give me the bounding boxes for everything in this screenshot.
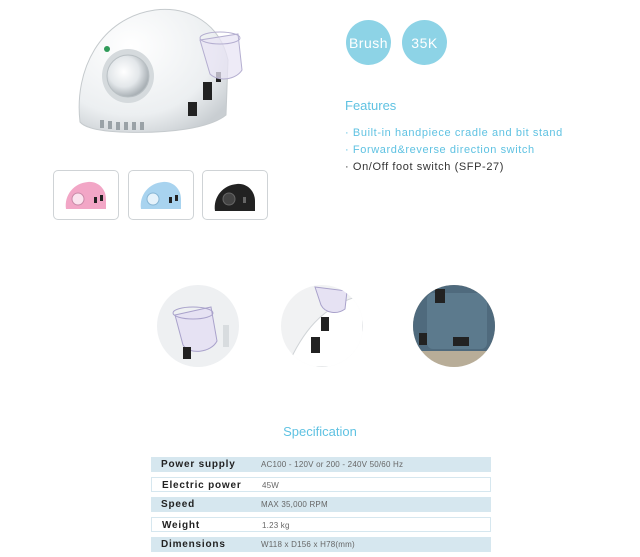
spec-value: W118 x D156 x H78(mm) — [261, 540, 355, 549]
spec-value: AC100 - 120V or 200 - 240V 50/60 Hz — [261, 460, 404, 469]
spec-row-weight — [151, 517, 491, 532]
spec-label: Power supply — [161, 459, 236, 470]
spec-label: Dimensions — [161, 539, 226, 550]
spec-value: 1.23 kg — [262, 521, 290, 530]
product-image — [60, 0, 260, 150]
features-title: Features — [345, 98, 397, 113]
thumbnail-pink[interactable] — [53, 170, 119, 220]
feature-item-direction: · Forward&reverse direction switch — [345, 144, 535, 156]
thumbnail-black[interactable] — [202, 170, 268, 220]
spec-label: Speed — [161, 499, 196, 510]
thumbnail-blue[interactable] — [128, 170, 194, 220]
spec-row-power-supply — [151, 457, 491, 472]
detail-back-panel-image — [413, 285, 495, 367]
feature-item-foot-switch: · On/Off foot switch (SFP-27) — [345, 161, 505, 173]
detail-cradle-image — [157, 285, 239, 367]
spec-row-electric-power — [151, 477, 491, 492]
spec-value: 45W — [262, 481, 280, 490]
spec-row-dimensions — [151, 537, 491, 552]
detail-switch-image — [281, 285, 363, 367]
specification-title: Specification — [283, 424, 357, 439]
spec-value: MAX 35,000 RPM — [261, 500, 328, 509]
spec-label: Weight — [162, 520, 200, 531]
spec-row-speed — [151, 497, 491, 512]
badge-brush: Brush — [346, 20, 391, 65]
badge-35k: 35K — [402, 20, 447, 65]
feature-item-cradle: · Built-in handpiece cradle and bit stand — [345, 127, 563, 139]
spec-label: Electric power — [162, 480, 242, 491]
